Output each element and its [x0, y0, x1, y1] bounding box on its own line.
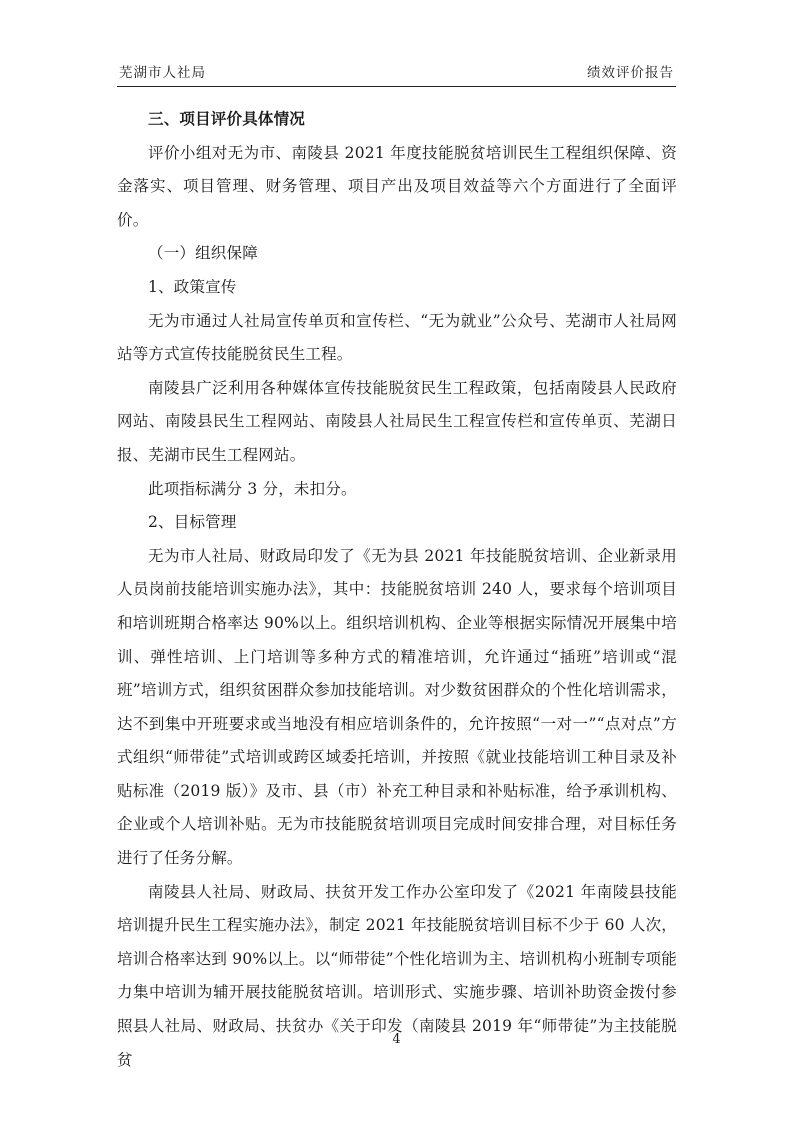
- body-paragraph: 无为市人社局、财政局印发了《无为县 2021 年技能脱贫培训、企业新录用人员岗前技能培训实施办法》，其中：技能脱贫培训 240 人，要求每个培训项目和培训班期合格率达 90%以上。组织培训机构、企业等根据实际情况开展集中培训、弹性培训、上门培训等多种方式的精准培训，允许通过“插班”培训或“混班”培训方式，组织贫困群众参加技能培训。对少数贫困群众的个性化培训需求，达不到集中开班要求或当地没有相应培训条件的，允许按照“一对一”“点对点”方式组织“师带徒”式培训或跨区域委托培训，并按照《就业技能培训工种目录及补贴标准（2019 版）》及市、县（市）补充工种目录和补贴标准，给予承训机构、企业或个人培训补贴。无为市技能脱贫培训项目完成时间安排合理，对目标任务进行了任务分解。: [117, 546, 677, 868]
- header-report-title: 绩效评价报告: [587, 65, 674, 81]
- page-number: 4: [392, 1032, 401, 1047]
- body-paragraph: 南陵县广泛利用各种媒体宣传技能脱贫民生工程政策，包括南陵县人民政府网站、南陵县民生工程网站、南陵县人社局民生工程宣传栏和宣传单页、芜湖日报、芜湖市民生工程网站。: [117, 378, 677, 464]
- body-paragraph: 无为市通过人社局宣传单页和宣传栏、“无为就业”公众号、芜湖市人社局网站等方式宣传技能脱贫民生工程。: [117, 311, 677, 364]
- body-paragraph: 南陵县人社局、财政局、扶贫开发工作办公室印发了《2021 年南陵县技能培训提升民生工程实施办法》，制定 2021 年技能脱贫培训目标不少于 60 人次，培训合格率达到 90%以上。以“师带徒”个性化培训为主、培训机构小班制专项能力集中培训为辅开展技能脱贫培训。培训形式、实施步骤、培训补助资金拨付参照县人社局、财政局、扶贫办《关于印发（南陵县 2019 年“师带徒”为主技能脱贫: [117, 882, 677, 1069]
- body-paragraph: 此项指标满分 3 分，未扣分。: [148, 479, 357, 498]
- section-title: 三、项目评价具体情况: [148, 110, 306, 128]
- item-heading: 2、目标管理: [148, 513, 237, 532]
- item-heading: 1、政策宣传: [148, 277, 237, 296]
- header-org-name: 芜湖市人社局: [119, 65, 206, 81]
- page-header: [117, 58, 676, 87]
- subsection-heading: （一）组织保障: [148, 244, 258, 263]
- intro-paragraph: 评价小组对无为市、南陵县 2021 年度技能脱贫培训民生工程组织保障、资金落实、项目管理、财务管理、项目产出及项目效益等六个方面进行了全面评价。: [117, 143, 677, 229]
- document-body: [117, 103, 677, 1077]
